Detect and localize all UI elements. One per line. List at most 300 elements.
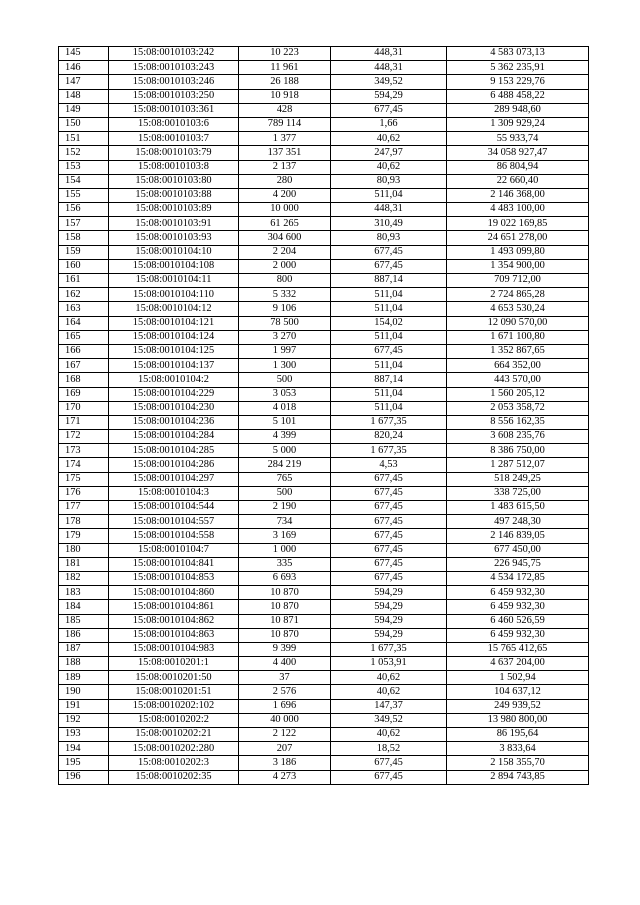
cadastral-value-cell: 518 249,25 [447, 472, 589, 486]
row-number-cell: 182 [59, 571, 109, 585]
cadastral-number-cell: 15:08:0010103:242 [109, 47, 239, 61]
area-cell: 10 918 [239, 89, 331, 103]
area-cell: 2 122 [239, 728, 331, 742]
cadastral-value-cell: 6 459 932,30 [447, 600, 589, 614]
area-cell: 1 696 [239, 699, 331, 713]
row-number-cell: 179 [59, 529, 109, 543]
specific-value-cell: 1 677,35 [331, 642, 447, 656]
row-number-cell: 153 [59, 160, 109, 174]
row-number-cell: 181 [59, 557, 109, 571]
specific-value-cell: 887,14 [331, 373, 447, 387]
area-cell: 734 [239, 515, 331, 529]
cadastral-value-cell: 15 765 412,65 [447, 642, 589, 656]
cadastral-number-cell: 15:08:0010202:280 [109, 742, 239, 756]
cadastral-number-cell: 15:08:0010103:361 [109, 103, 239, 117]
area-cell: 11 961 [239, 61, 331, 75]
cadastral-value-cell: 1 354 900,00 [447, 259, 589, 273]
table-row [59, 728, 589, 742]
table-row [59, 359, 589, 373]
cadastral-number-cell: 15:08:0010103:243 [109, 61, 239, 75]
area-cell: 428 [239, 103, 331, 117]
row-number-cell: 151 [59, 132, 109, 146]
cadastral-number-cell: 15:08:0010103:7 [109, 132, 239, 146]
specific-value-cell: 40,62 [331, 728, 447, 742]
specific-value-cell: 677,45 [331, 472, 447, 486]
area-cell: 304 600 [239, 231, 331, 245]
row-number-cell: 149 [59, 103, 109, 117]
area-cell: 789 114 [239, 117, 331, 131]
table-row [59, 415, 589, 429]
cadastral-number-cell: 15:08:0010104:558 [109, 529, 239, 543]
table-row [59, 472, 589, 486]
specific-value-cell: 594,29 [331, 600, 447, 614]
specific-value-cell: 677,45 [331, 245, 447, 259]
table-row [59, 543, 589, 557]
cadastral-value-cell: 4 637 204,00 [447, 657, 589, 671]
specific-value-cell: 1 677,35 [331, 444, 447, 458]
table-row [59, 529, 589, 543]
cadastral-number-cell: 15:08:0010104:12 [109, 302, 239, 316]
cadastral-value-cell: 13 980 800,00 [447, 713, 589, 727]
cadastral-value-cell: 3 608 235,76 [447, 430, 589, 444]
specific-value-cell: 887,14 [331, 274, 447, 288]
area-cell: 335 [239, 557, 331, 571]
table-row [59, 373, 589, 387]
specific-value-cell: 349,52 [331, 713, 447, 727]
cadastral-number-cell: 15:08:0010103:80 [109, 174, 239, 188]
row-number-cell: 166 [59, 344, 109, 358]
row-number-cell: 185 [59, 614, 109, 628]
cadastral-number-cell: 15:08:0010103:93 [109, 231, 239, 245]
cadastral-value-cell: 2 146 368,00 [447, 188, 589, 202]
cadastral-number-cell: 15:08:0010202:2 [109, 713, 239, 727]
area-cell: 3 169 [239, 529, 331, 543]
table-row [59, 713, 589, 727]
cadastral-number-cell: 15:08:0010104:7 [109, 543, 239, 557]
cadastral-value-cell: 2 158 355,70 [447, 756, 589, 770]
specific-value-cell: 154,02 [331, 316, 447, 330]
cadastral-value-cell: 1 287 512,07 [447, 458, 589, 472]
area-cell: 9 106 [239, 302, 331, 316]
specific-value-cell: 594,29 [331, 614, 447, 628]
specific-value-cell: 40,62 [331, 671, 447, 685]
specific-value-cell: 310,49 [331, 217, 447, 231]
cadastral-number-cell: 15:08:0010103:79 [109, 146, 239, 160]
cadastral-value-cell: 2 146 839,05 [447, 529, 589, 543]
area-cell: 284 219 [239, 458, 331, 472]
cadastral-number-cell: 15:08:0010104:236 [109, 415, 239, 429]
cadastral-number-cell: 15:08:0010104:229 [109, 387, 239, 401]
table-row [59, 770, 589, 784]
cadastral-number-cell: 15:08:0010104:863 [109, 628, 239, 642]
cadastral-value-cell: 5 362 235,91 [447, 61, 589, 75]
specific-value-cell: 448,31 [331, 203, 447, 217]
cadastral-value-cell: 2 724 865,28 [447, 288, 589, 302]
row-number-cell: 154 [59, 174, 109, 188]
specific-value-cell: 594,29 [331, 89, 447, 103]
cadastral-value-cell: 86 195,64 [447, 728, 589, 742]
specific-value-cell: 820,24 [331, 430, 447, 444]
cadastral-value-cell: 226 945,75 [447, 557, 589, 571]
area-cell: 4 273 [239, 770, 331, 784]
area-cell: 9 399 [239, 642, 331, 656]
cadastral-value-cell: 4 534 172,85 [447, 571, 589, 585]
cadastral-value-cell: 1 309 929,24 [447, 117, 589, 131]
cadastral-value-cell: 1 671 100,80 [447, 330, 589, 344]
specific-value-cell: 448,31 [331, 61, 447, 75]
area-cell: 4 018 [239, 401, 331, 415]
table-row [59, 458, 589, 472]
table-row [59, 387, 589, 401]
specific-value-cell: 594,29 [331, 628, 447, 642]
row-number-cell: 189 [59, 671, 109, 685]
area-cell: 78 500 [239, 316, 331, 330]
table-row [59, 203, 589, 217]
specific-value-cell: 677,45 [331, 756, 447, 770]
specific-value-cell: 1,66 [331, 117, 447, 131]
table-row [59, 245, 589, 259]
cadastral-value-cell: 1 352 867,65 [447, 344, 589, 358]
cadastral-number-cell: 15:08:0010104:124 [109, 330, 239, 344]
row-number-cell: 174 [59, 458, 109, 472]
area-cell: 3 186 [239, 756, 331, 770]
cadastral-value-cell: 104 637,12 [447, 685, 589, 699]
cadastral-value-cell: 709 712,00 [447, 274, 589, 288]
area-cell: 40 000 [239, 713, 331, 727]
specific-value-cell: 594,29 [331, 586, 447, 600]
table-row [59, 274, 589, 288]
cadastral-value-cell: 24 651 278,00 [447, 231, 589, 245]
cadastral-value-cell: 8 386 750,00 [447, 444, 589, 458]
area-cell: 2 000 [239, 259, 331, 273]
cadastral-value-cell: 4 653 530,24 [447, 302, 589, 316]
specific-value-cell: 677,45 [331, 543, 447, 557]
table-row [59, 628, 589, 642]
cadastral-value-cell: 1 493 099,80 [447, 245, 589, 259]
area-cell: 61 265 [239, 217, 331, 231]
cadastral-value-cell: 19 022 169,85 [447, 217, 589, 231]
area-cell: 10 870 [239, 586, 331, 600]
specific-value-cell: 511,04 [331, 188, 447, 202]
cadastral-value-cell: 1 483 615,50 [447, 501, 589, 515]
cadastral-value-cell: 6 459 932,30 [447, 628, 589, 642]
table-row [59, 430, 589, 444]
table-row [59, 699, 589, 713]
specific-value-cell: 40,62 [331, 685, 447, 699]
cadastral-value-cell: 8 556 162,35 [447, 415, 589, 429]
cadastral-value-cell: 289 948,60 [447, 103, 589, 117]
row-number-cell: 184 [59, 600, 109, 614]
cadastral-number-cell: 15:08:0010201:51 [109, 685, 239, 699]
specific-value-cell: 511,04 [331, 302, 447, 316]
cadastral-value-cell: 1 560 205,12 [447, 387, 589, 401]
cadastral-number-cell: 15:08:0010103:89 [109, 203, 239, 217]
area-cell: 10 871 [239, 614, 331, 628]
table-row [59, 600, 589, 614]
specific-value-cell: 511,04 [331, 359, 447, 373]
specific-value-cell: 677,45 [331, 557, 447, 571]
table-row [59, 657, 589, 671]
cadastral-number-cell: 15:08:0010201:50 [109, 671, 239, 685]
cadastral-number-cell: 15:08:0010104:137 [109, 359, 239, 373]
area-cell: 37 [239, 671, 331, 685]
cadastral-number-cell: 15:08:0010202:21 [109, 728, 239, 742]
specific-value-cell: 80,93 [331, 231, 447, 245]
cadastral-number-cell: 15:08:0010104:3 [109, 486, 239, 500]
row-number-cell: 161 [59, 274, 109, 288]
table-row [59, 501, 589, 515]
row-number-cell: 183 [59, 586, 109, 600]
specific-value-cell: 677,45 [331, 529, 447, 543]
table-row [59, 401, 589, 415]
specific-value-cell: 511,04 [331, 401, 447, 415]
specific-value-cell: 1 053,91 [331, 657, 447, 671]
row-number-cell: 187 [59, 642, 109, 656]
row-number-cell: 171 [59, 415, 109, 429]
table-row [59, 231, 589, 245]
area-cell: 3 270 [239, 330, 331, 344]
cadastral-value-cell: 86 804,94 [447, 160, 589, 174]
row-number-cell: 158 [59, 231, 109, 245]
specific-value-cell: 247,97 [331, 146, 447, 160]
area-cell: 26 188 [239, 75, 331, 89]
area-cell: 1 000 [239, 543, 331, 557]
cadastral-value-cell: 55 933,74 [447, 132, 589, 146]
table-row [59, 47, 589, 61]
row-number-cell: 162 [59, 288, 109, 302]
table-row [59, 316, 589, 330]
area-cell: 137 351 [239, 146, 331, 160]
area-cell: 10 000 [239, 203, 331, 217]
area-cell: 5 000 [239, 444, 331, 458]
cadastral-number-cell: 15:08:0010104:285 [109, 444, 239, 458]
table-row [59, 486, 589, 500]
table-row [59, 586, 589, 600]
table-row [59, 288, 589, 302]
cadastral-number-cell: 15:08:0010201:1 [109, 657, 239, 671]
area-cell: 500 [239, 373, 331, 387]
row-number-cell: 173 [59, 444, 109, 458]
table-row [59, 671, 589, 685]
row-number-cell: 164 [59, 316, 109, 330]
cadastral-value-cell: 4 483 100,00 [447, 203, 589, 217]
cadastral-number-cell: 15:08:0010104:841 [109, 557, 239, 571]
table-row [59, 756, 589, 770]
specific-value-cell: 677,45 [331, 515, 447, 529]
cadastral-number-cell: 15:08:0010104:2 [109, 373, 239, 387]
table-row [59, 89, 589, 103]
row-number-cell: 192 [59, 713, 109, 727]
area-cell: 4 200 [239, 188, 331, 202]
cadastral-number-cell: 15:08:0010104:108 [109, 259, 239, 273]
cadastral-number-cell: 15:08:0010104:230 [109, 401, 239, 415]
specific-value-cell: 147,37 [331, 699, 447, 713]
cadastral-number-cell: 15:08:0010202:3 [109, 756, 239, 770]
area-cell: 4 399 [239, 430, 331, 444]
table-row [59, 132, 589, 146]
row-number-cell: 196 [59, 770, 109, 784]
row-number-cell: 193 [59, 728, 109, 742]
area-cell: 765 [239, 472, 331, 486]
cadastral-value-cell: 6 459 932,30 [447, 586, 589, 600]
row-number-cell: 150 [59, 117, 109, 131]
specific-value-cell: 677,45 [331, 501, 447, 515]
row-number-cell: 180 [59, 543, 109, 557]
cadastral-value-cell: 6 488 458,22 [447, 89, 589, 103]
table-row [59, 444, 589, 458]
table-row [59, 557, 589, 571]
table-row [59, 614, 589, 628]
specific-value-cell: 18,52 [331, 742, 447, 756]
row-number-cell: 168 [59, 373, 109, 387]
area-cell: 1 300 [239, 359, 331, 373]
specific-value-cell: 80,93 [331, 174, 447, 188]
area-cell: 4 400 [239, 657, 331, 671]
cadastral-value-cell: 3 833,64 [447, 742, 589, 756]
cadastral-number-cell: 15:08:0010202:102 [109, 699, 239, 713]
area-cell: 6 693 [239, 571, 331, 585]
cadastral-number-cell: 15:08:0010104:853 [109, 571, 239, 585]
row-number-cell: 156 [59, 203, 109, 217]
row-number-cell: 145 [59, 47, 109, 61]
area-cell: 2 576 [239, 685, 331, 699]
row-number-cell: 177 [59, 501, 109, 515]
row-number-cell: 148 [59, 89, 109, 103]
row-number-cell: 186 [59, 628, 109, 642]
cadastral-number-cell: 15:08:0010104:544 [109, 501, 239, 515]
cadastral-number-cell: 15:08:0010104:860 [109, 586, 239, 600]
table-row [59, 75, 589, 89]
cadastral-value-cell: 677 450,00 [447, 543, 589, 557]
cadastral-value-table [58, 46, 589, 785]
cadastral-number-cell: 15:08:0010104:284 [109, 430, 239, 444]
cadastral-value-cell: 338 725,00 [447, 486, 589, 500]
specific-value-cell: 677,45 [331, 770, 447, 784]
table-row [59, 103, 589, 117]
cadastral-value-cell: 249 939,52 [447, 699, 589, 713]
table-row [59, 302, 589, 316]
area-cell: 5 101 [239, 415, 331, 429]
table-row [59, 344, 589, 358]
area-cell: 10 223 [239, 47, 331, 61]
specific-value-cell: 677,45 [331, 103, 447, 117]
specific-value-cell: 40,62 [331, 132, 447, 146]
area-cell: 1 997 [239, 344, 331, 358]
cadastral-value-cell: 1 502,94 [447, 671, 589, 685]
specific-value-cell: 511,04 [331, 330, 447, 344]
row-number-cell: 176 [59, 486, 109, 500]
cadastral-value-cell: 497 248,30 [447, 515, 589, 529]
cadastral-value-cell: 2 894 743,85 [447, 770, 589, 784]
row-number-cell: 157 [59, 217, 109, 231]
row-number-cell: 160 [59, 259, 109, 273]
row-number-cell: 175 [59, 472, 109, 486]
cadastral-number-cell: 15:08:0010104:983 [109, 642, 239, 656]
area-cell: 2 137 [239, 160, 331, 174]
cadastral-value-cell: 22 660,40 [447, 174, 589, 188]
row-number-cell: 147 [59, 75, 109, 89]
cadastral-value-cell: 12 090 570,00 [447, 316, 589, 330]
cadastral-number-cell: 15:08:0010104:297 [109, 472, 239, 486]
cadastral-number-cell: 15:08:0010103:88 [109, 188, 239, 202]
row-number-cell: 195 [59, 756, 109, 770]
table-row [59, 515, 589, 529]
table-row [59, 330, 589, 344]
area-cell: 500 [239, 486, 331, 500]
cadastral-number-cell: 15:08:0010104:110 [109, 288, 239, 302]
area-cell: 3 053 [239, 387, 331, 401]
cadastral-number-cell: 15:08:0010103:91 [109, 217, 239, 231]
specific-value-cell: 677,45 [331, 486, 447, 500]
area-cell: 800 [239, 274, 331, 288]
table-row [59, 742, 589, 756]
table-row [59, 642, 589, 656]
area-cell: 10 870 [239, 628, 331, 642]
cadastral-value-cell: 443 570,00 [447, 373, 589, 387]
row-number-cell: 190 [59, 685, 109, 699]
cadastral-value-cell: 34 058 927,47 [447, 146, 589, 160]
specific-value-cell: 677,45 [331, 344, 447, 358]
cadastral-value-cell: 4 583 073,13 [447, 47, 589, 61]
cadastral-number-cell: 15:08:0010103:8 [109, 160, 239, 174]
area-cell: 2 190 [239, 501, 331, 515]
cadastral-value-cell: 2 053 358,72 [447, 401, 589, 415]
area-cell: 280 [239, 174, 331, 188]
specific-value-cell: 677,45 [331, 571, 447, 585]
table-row [59, 117, 589, 131]
area-cell: 2 204 [239, 245, 331, 259]
specific-value-cell: 511,04 [331, 387, 447, 401]
cadastral-number-cell: 15:08:0010103:246 [109, 75, 239, 89]
row-number-cell: 170 [59, 401, 109, 415]
cadastral-number-cell: 15:08:0010104:10 [109, 245, 239, 259]
table-row [59, 571, 589, 585]
cadastral-value-cell: 9 153 229,76 [447, 75, 589, 89]
specific-value-cell: 349,52 [331, 75, 447, 89]
cadastral-number-cell: 15:08:0010104:557 [109, 515, 239, 529]
specific-value-cell: 1 677,35 [331, 415, 447, 429]
row-number-cell: 188 [59, 657, 109, 671]
cadastral-number-cell: 15:08:0010104:861 [109, 600, 239, 614]
cadastral-number-cell: 15:08:0010104:11 [109, 274, 239, 288]
row-number-cell: 165 [59, 330, 109, 344]
specific-value-cell: 677,45 [331, 259, 447, 273]
row-number-cell: 159 [59, 245, 109, 259]
row-number-cell: 163 [59, 302, 109, 316]
table-body [59, 47, 589, 785]
area-cell: 1 377 [239, 132, 331, 146]
cadastral-number-cell: 15:08:0010103:250 [109, 89, 239, 103]
specific-value-cell: 4,53 [331, 458, 447, 472]
specific-value-cell: 448,31 [331, 47, 447, 61]
cadastral-number-cell: 15:08:0010103:6 [109, 117, 239, 131]
cadastral-number-cell: 15:08:0010104:125 [109, 344, 239, 358]
table-row [59, 259, 589, 273]
row-number-cell: 152 [59, 146, 109, 160]
cadastral-value-cell: 6 460 526,59 [447, 614, 589, 628]
row-number-cell: 169 [59, 387, 109, 401]
row-number-cell: 146 [59, 61, 109, 75]
area-cell: 207 [239, 742, 331, 756]
cadastral-number-cell: 15:08:0010104:862 [109, 614, 239, 628]
area-cell: 5 332 [239, 288, 331, 302]
row-number-cell: 172 [59, 430, 109, 444]
area-cell: 10 870 [239, 600, 331, 614]
row-number-cell: 194 [59, 742, 109, 756]
table-row [59, 146, 589, 160]
row-number-cell: 191 [59, 699, 109, 713]
table-row [59, 160, 589, 174]
